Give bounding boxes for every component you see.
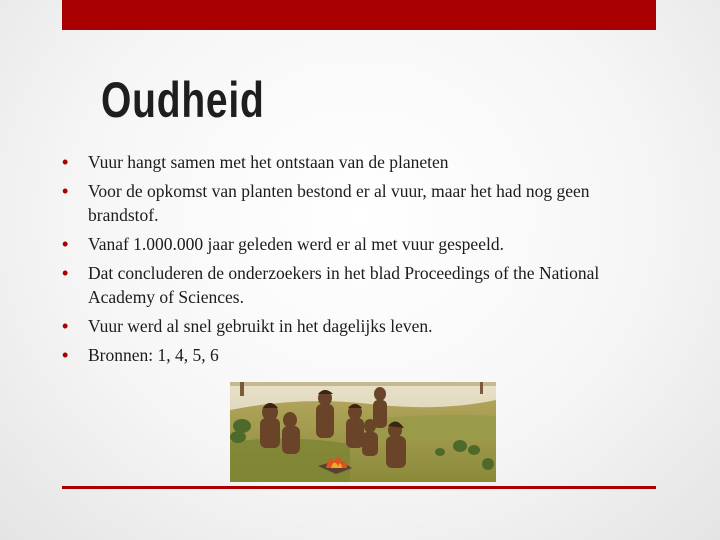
top-accent-bar bbox=[62, 0, 656, 30]
bullet-item: • Vanaf 1.000.000 jaar geleden werd er al met vuur gespeeld. bbox=[62, 234, 504, 254]
bullet-list bbox=[62, 150, 642, 372]
bullet-dot-icon: • bbox=[62, 181, 69, 201]
bullet-dot-icon: • bbox=[62, 263, 69, 283]
slide-title: Oudheid bbox=[101, 72, 265, 128]
bullet-dot-icon: • bbox=[62, 345, 69, 365]
bullet-item: • Vuur werd al snel gebruikt in het dagelijks leven. bbox=[62, 316, 433, 336]
bullet-item: • Vuur hangt samen met het ontstaan van de planeten bbox=[62, 152, 449, 172]
bullet-dot-icon: • bbox=[62, 316, 69, 336]
bullet-dot-icon: • bbox=[62, 234, 69, 254]
prehistoric-campfire-image bbox=[230, 382, 496, 482]
bullet-item: • Voor de opkomst van planten bestond er al vuur, maar het had nog geen brandstof. bbox=[62, 181, 590, 225]
bullet-item: • Dat concluderen de onderzoekers in het blad Proceedings of the National Academy of Sciences. bbox=[62, 263, 600, 307]
bullet-item: • Bronnen: 1, 4, 5, 6 bbox=[62, 345, 219, 365]
bottom-accent-line bbox=[62, 486, 656, 489]
bullet-dot-icon: • bbox=[62, 152, 69, 172]
